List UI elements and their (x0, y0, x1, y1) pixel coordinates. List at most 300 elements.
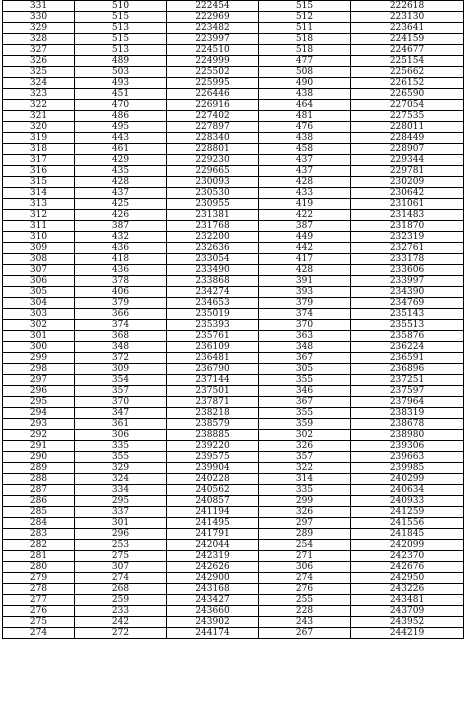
cumulative-b-cell: 231483 (351, 210, 464, 221)
table-row (3, 397, 464, 408)
count-a-cell: 515 (75, 12, 167, 23)
count-a-cell: 437 (75, 188, 167, 199)
count-a-cell: 372 (75, 353, 167, 364)
count-b-cell: 326 (259, 507, 351, 518)
score-cell: 298 (3, 364, 75, 375)
cumulative-a-cell: 226446 (167, 89, 259, 100)
table-row (3, 419, 464, 430)
count-b-cell: 419 (259, 199, 351, 210)
count-a-cell: 387 (75, 221, 167, 232)
count-b-cell: 367 (259, 353, 351, 364)
count-a-cell: 426 (75, 210, 167, 221)
score-cell: 278 (3, 584, 75, 595)
cumulative-a-cell: 236109 (167, 342, 259, 353)
count-a-cell: 295 (75, 496, 167, 507)
score-cell: 317 (3, 155, 75, 166)
cumulative-a-cell: 229665 (167, 166, 259, 177)
count-b-cell: 477 (259, 56, 351, 67)
table-row (3, 474, 464, 485)
table-row (3, 254, 464, 265)
cumulative-b-cell: 235143 (351, 309, 464, 320)
count-a-cell: 493 (75, 78, 167, 89)
count-b-cell: 518 (259, 34, 351, 45)
table-row (3, 221, 464, 232)
score-cell: 286 (3, 496, 75, 507)
cumulative-b-cell: 228449 (351, 133, 464, 144)
score-cell: 325 (3, 67, 75, 78)
cumulative-b-cell: 227054 (351, 100, 464, 111)
cumulative-a-cell: 243168 (167, 584, 259, 595)
count-a-cell: 296 (75, 529, 167, 540)
cumulative-a-cell: 241791 (167, 529, 259, 540)
count-a-cell: 348 (75, 342, 167, 353)
score-cell: 295 (3, 397, 75, 408)
cumulative-a-cell: 224999 (167, 56, 259, 67)
table-row (3, 232, 464, 243)
score-cell: 305 (3, 287, 75, 298)
cumulative-a-cell: 239904 (167, 463, 259, 474)
count-a-cell: 274 (75, 573, 167, 584)
cumulative-a-cell: 230530 (167, 188, 259, 199)
cumulative-a-cell: 231381 (167, 210, 259, 221)
score-cell: 324 (3, 78, 75, 89)
cumulative-b-cell: 241845 (351, 529, 464, 540)
count-b-cell: 243 (259, 617, 351, 628)
cumulative-a-cell: 223997 (167, 34, 259, 45)
count-b-cell: 326 (259, 441, 351, 452)
score-cell: 329 (3, 23, 75, 34)
count-b-cell: 490 (259, 78, 351, 89)
cumulative-a-cell: 233490 (167, 265, 259, 276)
score-cell: 294 (3, 408, 75, 419)
score-cell: 302 (3, 320, 75, 331)
cumulative-b-cell: 231061 (351, 199, 464, 210)
cumulative-b-cell: 240933 (351, 496, 464, 507)
cumulative-b-cell: 230209 (351, 177, 464, 188)
count-a-cell: 429 (75, 155, 167, 166)
table-row (3, 584, 464, 595)
cumulative-b-cell: 238980 (351, 430, 464, 441)
cumulative-b-cell: 243226 (351, 584, 464, 595)
count-a-cell: 370 (75, 397, 167, 408)
score-cell: 296 (3, 386, 75, 397)
cumulative-a-cell: 233054 (167, 254, 259, 265)
score-cell: 313 (3, 199, 75, 210)
score-cell: 285 (3, 507, 75, 518)
cumulative-a-cell: 235019 (167, 309, 259, 320)
cumulative-b-cell: 240299 (351, 474, 464, 485)
cumulative-a-cell: 238885 (167, 430, 259, 441)
count-b-cell: 387 (259, 221, 351, 232)
score-cell: 308 (3, 254, 75, 265)
cumulative-b-cell: 225154 (351, 56, 464, 67)
count-a-cell: 309 (75, 364, 167, 375)
count-b-cell: 428 (259, 265, 351, 276)
count-a-cell: 329 (75, 463, 167, 474)
count-b-cell: 433 (259, 188, 351, 199)
score-table (2, 0, 464, 639)
table-row (3, 144, 464, 155)
score-cell: 281 (3, 551, 75, 562)
cumulative-b-cell: 236224 (351, 342, 464, 353)
count-b-cell: 367 (259, 397, 351, 408)
cumulative-a-cell: 228801 (167, 144, 259, 155)
cumulative-b-cell: 235513 (351, 320, 464, 331)
cumulative-b-cell: 226590 (351, 89, 464, 100)
count-a-cell: 306 (75, 430, 167, 441)
cumulative-b-cell: 238678 (351, 419, 464, 430)
count-b-cell: 363 (259, 331, 351, 342)
cumulative-b-cell: 242950 (351, 573, 464, 584)
count-b-cell: 518 (259, 45, 351, 56)
table-row (3, 551, 464, 562)
count-b-cell: 306 (259, 562, 351, 573)
cumulative-a-cell: 226916 (167, 100, 259, 111)
table-row (3, 386, 464, 397)
cumulative-a-cell: 236790 (167, 364, 259, 375)
count-a-cell: 301 (75, 518, 167, 529)
cumulative-a-cell: 239220 (167, 441, 259, 452)
cumulative-b-cell: 224677 (351, 45, 464, 56)
count-b-cell: 391 (259, 276, 351, 287)
cumulative-a-cell: 225995 (167, 78, 259, 89)
score-cell: 326 (3, 56, 75, 67)
cumulative-b-cell: 242099 (351, 540, 464, 551)
count-b-cell: 512 (259, 12, 351, 23)
count-b-cell: 314 (259, 474, 351, 485)
score-cell: 297 (3, 375, 75, 386)
cumulative-b-cell: 237964 (351, 397, 464, 408)
count-a-cell: 486 (75, 111, 167, 122)
count-a-cell: 275 (75, 551, 167, 562)
count-a-cell: 335 (75, 441, 167, 452)
count-b-cell: 438 (259, 133, 351, 144)
count-b-cell: 428 (259, 177, 351, 188)
table-row (3, 287, 464, 298)
table-row (3, 518, 464, 529)
count-b-cell: 458 (259, 144, 351, 155)
count-a-cell: 334 (75, 485, 167, 496)
cumulative-b-cell: 229344 (351, 155, 464, 166)
score-table-container (2, 0, 464, 639)
table-row (3, 331, 464, 342)
count-a-cell: 513 (75, 45, 167, 56)
count-b-cell: 481 (259, 111, 351, 122)
cumulative-b-cell: 242370 (351, 551, 464, 562)
count-a-cell: 324 (75, 474, 167, 485)
count-b-cell: 228 (259, 606, 351, 617)
table-row (3, 342, 464, 353)
count-a-cell: 443 (75, 133, 167, 144)
count-b-cell: 359 (259, 419, 351, 430)
score-cell: 287 (3, 485, 75, 496)
count-b-cell: 417 (259, 254, 351, 265)
table-row (3, 540, 464, 551)
table-row (3, 56, 464, 67)
score-cell: 284 (3, 518, 75, 529)
cumulative-a-cell: 228340 (167, 133, 259, 144)
cumulative-b-cell: 236591 (351, 353, 464, 364)
count-b-cell: 438 (259, 89, 351, 100)
table-row (3, 606, 464, 617)
count-a-cell: 272 (75, 628, 167, 639)
count-b-cell: 267 (259, 628, 351, 639)
table-row (3, 210, 464, 221)
cumulative-a-cell: 240857 (167, 496, 259, 507)
cumulative-a-cell: 242626 (167, 562, 259, 573)
cumulative-a-cell: 230093 (167, 177, 259, 188)
count-a-cell: 378 (75, 276, 167, 287)
count-a-cell: 510 (75, 1, 167, 12)
cumulative-b-cell: 236896 (351, 364, 464, 375)
count-a-cell: 436 (75, 243, 167, 254)
table-row (3, 243, 464, 254)
cumulative-b-cell: 237251 (351, 375, 464, 386)
count-b-cell: 254 (259, 540, 351, 551)
score-cell: 280 (3, 562, 75, 573)
count-b-cell: 322 (259, 463, 351, 474)
table-row (3, 12, 464, 23)
score-cell: 290 (3, 452, 75, 463)
table-row (3, 364, 464, 375)
score-cell: 310 (3, 232, 75, 243)
cumulative-b-cell: 243481 (351, 595, 464, 606)
cumulative-b-cell: 240634 (351, 485, 464, 496)
cumulative-a-cell: 224510 (167, 45, 259, 56)
cumulative-b-cell: 228907 (351, 144, 464, 155)
table-row (3, 353, 464, 364)
table-row (3, 1, 464, 12)
count-a-cell: 259 (75, 595, 167, 606)
cumulative-a-cell: 238218 (167, 408, 259, 419)
count-a-cell: 425 (75, 199, 167, 210)
count-a-cell: 355 (75, 452, 167, 463)
score-cell: 299 (3, 353, 75, 364)
cumulative-a-cell: 235393 (167, 320, 259, 331)
count-b-cell: 511 (259, 23, 351, 34)
cumulative-b-cell: 230642 (351, 188, 464, 199)
cumulative-a-cell: 235761 (167, 331, 259, 342)
cumulative-b-cell: 226152 (351, 78, 464, 89)
cumulative-a-cell: 227402 (167, 111, 259, 122)
cumulative-a-cell: 232200 (167, 232, 259, 243)
table-row (3, 199, 464, 210)
table-row (3, 628, 464, 639)
cumulative-a-cell: 234274 (167, 287, 259, 298)
cumulative-b-cell: 232319 (351, 232, 464, 243)
score-cell: 330 (3, 12, 75, 23)
score-cell: 309 (3, 243, 75, 254)
count-b-cell: 297 (259, 518, 351, 529)
cumulative-a-cell: 243660 (167, 606, 259, 617)
table-row (3, 320, 464, 331)
cumulative-b-cell: 234390 (351, 287, 464, 298)
count-a-cell: 495 (75, 122, 167, 133)
count-b-cell: 276 (259, 584, 351, 595)
table-row (3, 408, 464, 419)
table-row (3, 122, 464, 133)
score-cell: 277 (3, 595, 75, 606)
cumulative-a-cell: 230955 (167, 199, 259, 210)
count-b-cell: 442 (259, 243, 351, 254)
score-table-body (3, 1, 464, 639)
score-cell: 327 (3, 45, 75, 56)
cumulative-b-cell: 241259 (351, 507, 464, 518)
cumulative-b-cell: 237597 (351, 386, 464, 397)
cumulative-b-cell: 244219 (351, 628, 464, 639)
cumulative-a-cell: 241194 (167, 507, 259, 518)
cumulative-b-cell: 223641 (351, 23, 464, 34)
table-row (3, 276, 464, 287)
score-cell: 274 (3, 628, 75, 639)
count-b-cell: 274 (259, 573, 351, 584)
count-a-cell: 513 (75, 23, 167, 34)
cumulative-a-cell: 242319 (167, 551, 259, 562)
table-row (3, 529, 464, 540)
table-row (3, 188, 464, 199)
score-cell: 293 (3, 419, 75, 430)
count-a-cell: 233 (75, 606, 167, 617)
cumulative-b-cell: 243709 (351, 606, 464, 617)
count-b-cell: 476 (259, 122, 351, 133)
score-cell: 292 (3, 430, 75, 441)
cumulative-a-cell: 233868 (167, 276, 259, 287)
count-b-cell: 370 (259, 320, 351, 331)
score-cell: 304 (3, 298, 75, 309)
table-row (3, 463, 464, 474)
count-b-cell: 393 (259, 287, 351, 298)
count-a-cell: 436 (75, 265, 167, 276)
table-row (3, 111, 464, 122)
cumulative-a-cell: 222969 (167, 12, 259, 23)
cumulative-a-cell: 242900 (167, 573, 259, 584)
cumulative-a-cell: 244174 (167, 628, 259, 639)
count-a-cell: 418 (75, 254, 167, 265)
cumulative-a-cell: 240562 (167, 485, 259, 496)
table-row (3, 430, 464, 441)
count-a-cell: 242 (75, 617, 167, 628)
score-cell: 319 (3, 133, 75, 144)
count-a-cell: 432 (75, 232, 167, 243)
count-b-cell: 289 (259, 529, 351, 540)
cumulative-b-cell: 239985 (351, 463, 464, 474)
count-b-cell: 374 (259, 309, 351, 320)
cumulative-a-cell: 223482 (167, 23, 259, 34)
table-row (3, 562, 464, 573)
score-cell: 303 (3, 309, 75, 320)
score-cell: 311 (3, 221, 75, 232)
count-a-cell: 337 (75, 507, 167, 518)
score-cell: 283 (3, 529, 75, 540)
cumulative-b-cell: 233606 (351, 265, 464, 276)
table-row (3, 89, 464, 100)
cumulative-a-cell: 238579 (167, 419, 259, 430)
count-a-cell: 366 (75, 309, 167, 320)
count-b-cell: 355 (259, 375, 351, 386)
count-b-cell: 335 (259, 485, 351, 496)
count-b-cell: 449 (259, 232, 351, 243)
cumulative-b-cell: 233178 (351, 254, 464, 265)
count-a-cell: 253 (75, 540, 167, 551)
cumulative-a-cell: 241495 (167, 518, 259, 529)
table-row (3, 298, 464, 309)
count-a-cell: 461 (75, 144, 167, 155)
count-b-cell: 355 (259, 408, 351, 419)
cumulative-a-cell: 243902 (167, 617, 259, 628)
count-b-cell: 464 (259, 100, 351, 111)
score-cell: 291 (3, 441, 75, 452)
count-a-cell: 374 (75, 320, 167, 331)
table-row (3, 441, 464, 452)
count-a-cell: 368 (75, 331, 167, 342)
table-row (3, 496, 464, 507)
count-b-cell: 305 (259, 364, 351, 375)
count-a-cell: 428 (75, 177, 167, 188)
cumulative-b-cell: 224159 (351, 34, 464, 45)
table-row (3, 452, 464, 463)
count-a-cell: 435 (75, 166, 167, 177)
cumulative-a-cell: 231768 (167, 221, 259, 232)
count-b-cell: 515 (259, 1, 351, 12)
cumulative-a-cell: 222454 (167, 1, 259, 12)
table-row (3, 34, 464, 45)
count-a-cell: 357 (75, 386, 167, 397)
score-cell: 300 (3, 342, 75, 353)
cumulative-a-cell: 243427 (167, 595, 259, 606)
cumulative-a-cell: 236481 (167, 353, 259, 364)
table-row (3, 177, 464, 188)
cumulative-b-cell: 242676 (351, 562, 464, 573)
cumulative-b-cell: 232761 (351, 243, 464, 254)
table-row (3, 67, 464, 78)
cumulative-b-cell: 228011 (351, 122, 464, 133)
table-row (3, 573, 464, 584)
score-cell: 306 (3, 276, 75, 287)
cumulative-b-cell: 229781 (351, 166, 464, 177)
count-a-cell: 347 (75, 408, 167, 419)
cumulative-a-cell: 229230 (167, 155, 259, 166)
cumulative-b-cell: 233997 (351, 276, 464, 287)
cumulative-a-cell: 232636 (167, 243, 259, 254)
count-b-cell: 346 (259, 386, 351, 397)
cumulative-b-cell: 235876 (351, 331, 464, 342)
count-b-cell: 302 (259, 430, 351, 441)
cumulative-b-cell: 241556 (351, 518, 464, 529)
count-b-cell: 299 (259, 496, 351, 507)
score-cell: 307 (3, 265, 75, 276)
count-b-cell: 422 (259, 210, 351, 221)
cumulative-b-cell: 222618 (351, 1, 464, 12)
count-a-cell: 406 (75, 287, 167, 298)
cumulative-b-cell: 225662 (351, 67, 464, 78)
table-row (3, 265, 464, 276)
cumulative-a-cell: 239575 (167, 452, 259, 463)
count-a-cell: 268 (75, 584, 167, 595)
table-row (3, 595, 464, 606)
count-a-cell: 307 (75, 562, 167, 573)
table-row (3, 166, 464, 177)
table-row (3, 155, 464, 166)
score-cell: 331 (3, 1, 75, 12)
table-row (3, 133, 464, 144)
table-row (3, 309, 464, 320)
count-b-cell: 437 (259, 155, 351, 166)
score-cell: 279 (3, 573, 75, 584)
count-b-cell: 357 (259, 452, 351, 463)
count-a-cell: 470 (75, 100, 167, 111)
count-a-cell: 361 (75, 419, 167, 430)
cumulative-b-cell: 227535 (351, 111, 464, 122)
